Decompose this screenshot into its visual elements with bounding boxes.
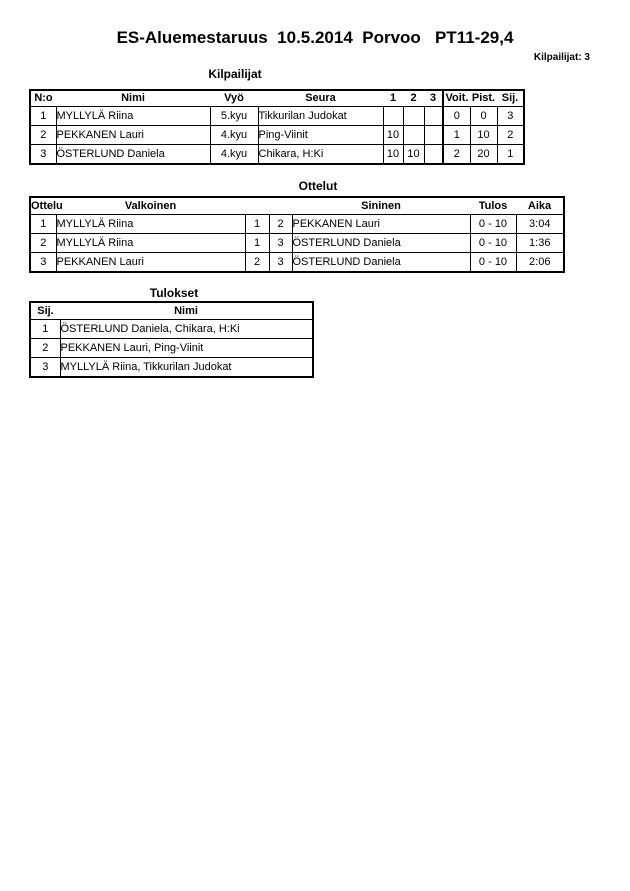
cell-sij: 2 bbox=[497, 126, 524, 145]
col-header-ottelu: Ottelu bbox=[30, 197, 56, 215]
col-header-white-no bbox=[245, 197, 269, 215]
cell-valkoinen: MYLLYLÄ Riina bbox=[56, 234, 245, 253]
table-row bbox=[30, 145, 524, 165]
cell-nimi: ÖSTERLUND Daniela, Chikara, H:Ki bbox=[60, 320, 313, 339]
cell-tulos: 0 - 10 bbox=[470, 215, 516, 234]
cell-nimi: MYLLYLÄ Riina, Tikkurilan Judokat bbox=[60, 358, 313, 378]
cell-aika: 2:06 bbox=[516, 253, 564, 273]
cell-sij: 2 bbox=[30, 339, 60, 358]
cell-tulos: 0 - 10 bbox=[470, 234, 516, 253]
col-header-valkoinen: Valkoinen bbox=[56, 197, 245, 215]
section-title-tulokset: Tulokset bbox=[149, 286, 199, 300]
col-header-nimi: Nimi bbox=[56, 90, 210, 107]
table-row bbox=[30, 358, 313, 378]
cell-blue-no: 2 bbox=[269, 215, 292, 234]
cell-match-no: 2 bbox=[30, 234, 56, 253]
col-header-3: 3 bbox=[424, 90, 443, 107]
cell-valkoinen: MYLLYLÄ Riina bbox=[56, 215, 245, 234]
col-header-sij: Sij. bbox=[30, 302, 60, 320]
page-title: ES-Aluemestaruus 10.5.2014 Porvoo PT11-29,4 bbox=[116, 28, 514, 47]
cell-sininen: PEKKANEN Lauri bbox=[292, 215, 470, 234]
col-header-2: 2 bbox=[403, 90, 424, 107]
cell-sininen: ÖSTERLUND Daniela bbox=[292, 234, 470, 253]
cell-white-no: 2 bbox=[245, 253, 269, 273]
table-row bbox=[30, 126, 524, 145]
cell-score-2 bbox=[403, 107, 424, 126]
cell-seura: Tikkurilan Judokat bbox=[258, 107, 383, 126]
cell-score-2 bbox=[403, 126, 424, 145]
cell-score-3 bbox=[424, 107, 443, 126]
table-row bbox=[30, 320, 313, 339]
table-row bbox=[30, 234, 564, 253]
section-title-ottelut: Ottelut bbox=[298, 179, 338, 193]
cell-aika: 3:04 bbox=[516, 215, 564, 234]
table-row bbox=[30, 339, 313, 358]
cell-seura: Chikara, H:Ki bbox=[258, 145, 383, 165]
cell-sininen: ÖSTERLUND Daniela bbox=[292, 253, 470, 273]
header-row bbox=[30, 90, 524, 107]
ottelut-table bbox=[29, 196, 565, 273]
col-header-aika: Aika bbox=[516, 197, 564, 215]
col-header-no: N:o bbox=[30, 90, 56, 107]
cell-score-3 bbox=[424, 145, 443, 165]
cell-blue-no: 3 bbox=[269, 253, 292, 273]
tulokset-table bbox=[29, 301, 314, 378]
cell-vyo: 4.kyu bbox=[210, 126, 258, 145]
cell-white-no: 1 bbox=[245, 234, 269, 253]
cell-no: 3 bbox=[30, 145, 56, 165]
col-header-seura: Seura bbox=[258, 90, 383, 107]
col-header-vyo: Vyö bbox=[210, 90, 258, 107]
cell-tulos: 0 - 10 bbox=[470, 253, 516, 273]
cell-white-no: 1 bbox=[245, 215, 269, 234]
cell-score-1: 10 bbox=[383, 145, 403, 165]
cell-seura: Ping-Viinit bbox=[258, 126, 383, 145]
cell-match-no: 3 bbox=[30, 253, 56, 273]
section-title-kilpailijat: Kilpailijat bbox=[208, 67, 262, 81]
col-header-tulos: Tulos bbox=[470, 197, 516, 215]
cell-sij: 3 bbox=[497, 107, 524, 126]
cell-score-1: 10 bbox=[383, 126, 403, 145]
cell-nimi: PEKKANEN Lauri, Ping-Viinit bbox=[60, 339, 313, 358]
col-header-pist: Pist. bbox=[470, 90, 497, 107]
col-header-nimi: Nimi bbox=[60, 302, 313, 320]
kilpailijat-table bbox=[29, 89, 525, 165]
col-header-1: 1 bbox=[383, 90, 403, 107]
cell-blue-no: 3 bbox=[269, 234, 292, 253]
cell-aika: 1:36 bbox=[516, 234, 564, 253]
competitors-count: Kilpailijat: 3 bbox=[533, 52, 590, 63]
cell-valkoinen: PEKKANEN Lauri bbox=[56, 253, 245, 273]
cell-match-no: 1 bbox=[30, 215, 56, 234]
table-row bbox=[30, 215, 564, 234]
cell-vyo: 4.kyu bbox=[210, 145, 258, 165]
cell-nimi: ÖSTERLUND Daniela bbox=[56, 145, 210, 165]
header-row bbox=[30, 302, 313, 320]
cell-no: 2 bbox=[30, 126, 56, 145]
cell-score-2: 10 bbox=[403, 145, 424, 165]
col-header-sij: Sij. bbox=[497, 90, 524, 107]
cell-score-1 bbox=[383, 107, 403, 126]
cell-pist: 10 bbox=[470, 126, 497, 145]
col-header-blue-no bbox=[269, 197, 292, 215]
col-header-sininen: Sininen bbox=[292, 197, 470, 215]
cell-voit: 1 bbox=[443, 126, 470, 145]
cell-voit: 0 bbox=[443, 107, 470, 126]
cell-no: 1 bbox=[30, 107, 56, 126]
col-header-voit: Voit. bbox=[443, 90, 470, 107]
table-row bbox=[30, 253, 564, 273]
cell-nimi: MYLLYLÄ Riina bbox=[56, 107, 210, 126]
cell-pist: 0 bbox=[470, 107, 497, 126]
cell-score-3 bbox=[424, 126, 443, 145]
cell-voit: 2 bbox=[443, 145, 470, 165]
cell-pist: 20 bbox=[470, 145, 497, 165]
cell-nimi: PEKKANEN Lauri bbox=[56, 126, 210, 145]
table-row bbox=[30, 107, 524, 126]
cell-sij: 3 bbox=[30, 358, 60, 378]
cell-sij: 1 bbox=[497, 145, 524, 165]
header-row bbox=[30, 197, 564, 215]
cell-sij: 1 bbox=[30, 320, 60, 339]
cell-vyo: 5.kyu bbox=[210, 107, 258, 126]
